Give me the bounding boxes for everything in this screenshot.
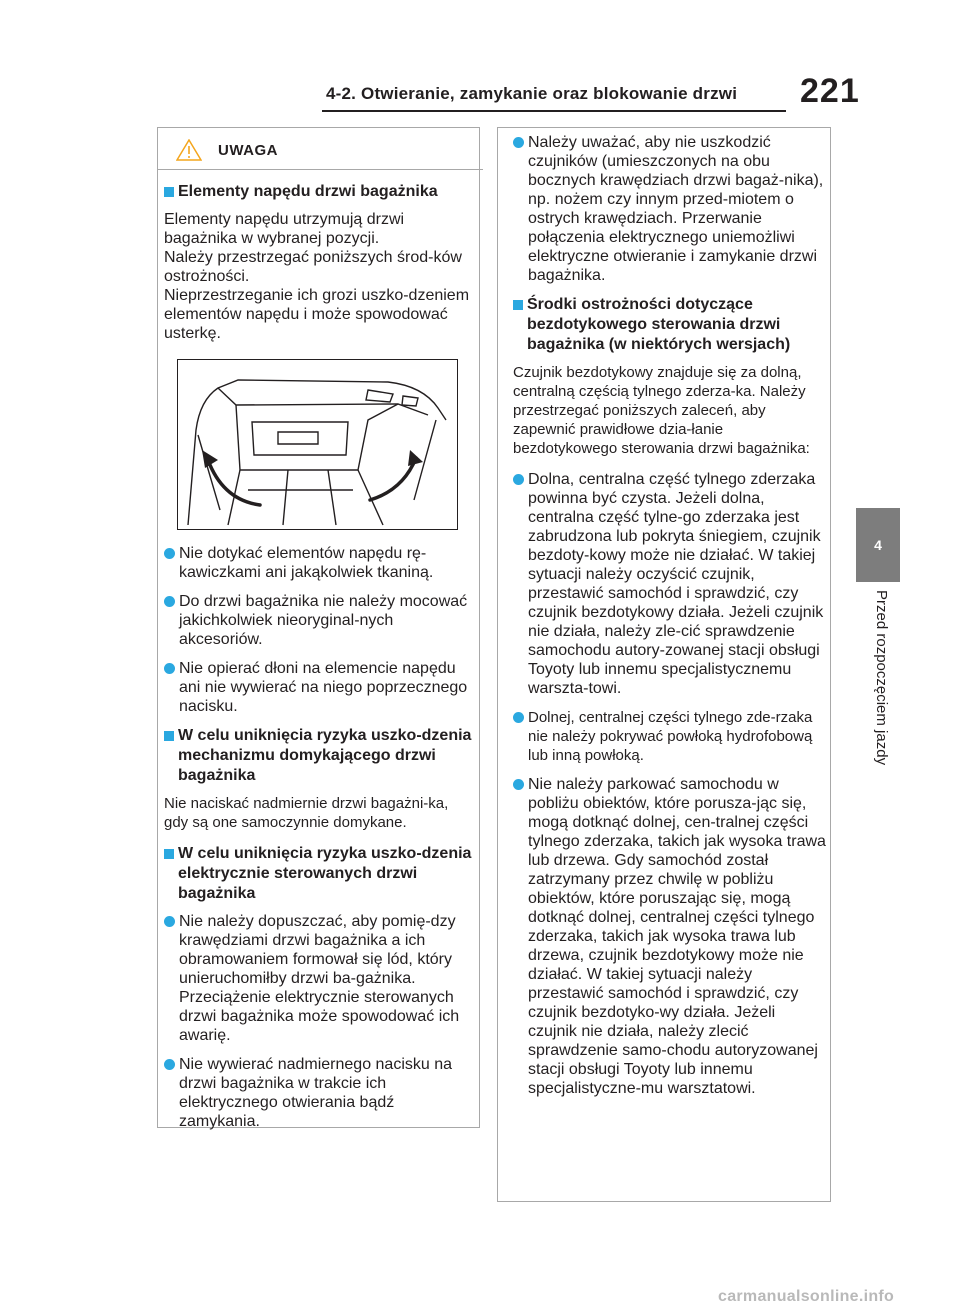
- warning-header: [164, 137, 476, 163]
- list-item: Do drzwi bagażnika nie należy mocować jakichkolwiek nieoryginal-nych akcesoriów.: [164, 592, 476, 649]
- header-divider: [322, 110, 786, 112]
- square-bullet-icon: [164, 849, 174, 859]
- list-item: Dolnej, centralnej części tylnego zde-rzaka nie należy pokrywać powłoką hydrofobową lub inną powłoką.: [513, 708, 828, 765]
- section-title: W celu uniknięcia ryzyka uszko-dzenia mechanizmu domykającego drzwi bagażnika: [164, 726, 476, 786]
- list-item: Należy uważać, aby nie uszkodzić czujników (umieszczonych na obu bocznych krawędziach drzwi bagaż-nika), np. nożem czy innym przed-miotem o ostrych krawędziach. Przerwanie połączenia elektrycznego uniemożliwi elektryczne otwieranie i zamykanie drzwi bagażnika.: [513, 133, 828, 285]
- square-bullet-icon: [164, 187, 174, 197]
- page-number: 221: [800, 72, 860, 110]
- paragraph: Nie naciskać nadmiernie drzwi bagażni-ka, gdy są one samoczynnie domykane.: [164, 795, 449, 831]
- list-item: Nie należy dopuszczać, aby pomię-dzy krawędziami drzwi bagażnika a ich obramowaniem formował się lód, który unieruchomiłby drzwi ba-gażnika. Przeciążenie elektrycznie sterowanych drzwi bagażnika może spowodować ich awarię.: [164, 912, 476, 1045]
- list-item: Dolna, centralna część tylnego zderzaka powinna być czysta. Jeżeli dolna, centralna część tylne-go zderzaka jest zabrudzona lub pokryta śniegiem, czujnik bezdoty-kowy może nie działać. W takiej sytuacji należy oczyścić czujnik, przestawić samochód i sprawdzić, czy czujnik bezdotykowy działa. Jeżeli czujnik nie działa, należy zle-cić sprawdzenie samochodu autory-zowanej stacji obsługi Toyoty lub innemu specjalistycznemu warszta-towi.: [513, 470, 828, 698]
- warning-label: UWAGA: [218, 141, 278, 159]
- list-item: Nie należy parkować samochodu w pobliżu obiektów, które porusza-jąc się, mogą dotknąć dolnej, cen-tralnej części tylnego zderzaka, takich jak wysoka trawa lub drzewa. Gdy samochód został zatrzymany przez chwilę w pobliżu obiektów, które poruszając się, mogą dotknąć dolnej, centralnej części tylnego zderzaka, takich jak wysoka trawa lub drzewa, czujnik bezdotykowy może nie działać. W takiej sytuacji należy przestawić samochód i sprawdzić, czy czujnik bezdotyko-wy działa. Jeżeli czujnik nie działa, należy zlecić sprawdzenie samo-chodu autoryzowanej stacji obsługi Toyoty lub innemu specjalistyczne-mu warsztatowi.: [513, 775, 828, 1098]
- bullet-dot-icon: [164, 916, 175, 927]
- paragraph: Czujnik bezdotykowy znajduje się za dolną, centralną częścią tylnego zderza-ka. Należy przestrzegać poniższych zaleceń, aby zapewnić prawidłowe dzia-łanie bezdotykowego sterowania drzwi bagażnika:: [513, 364, 810, 457]
- warning-box-right-content: [513, 133, 828, 1108]
- bullet-dot-icon: [164, 663, 175, 674]
- chapter-side-label: Przed rozpoczęciem jazdy: [873, 590, 890, 766]
- paragraph: Należy przestrzegać poniższych środ-ków ostrożności.: [164, 249, 462, 285]
- list-item: Nie wywierać nadmiernego nacisku na drzwi bagażnika w trakcie ich elektrycznego otwierania bądź zamykania.: [164, 1055, 476, 1131]
- bullet-dot-icon: [164, 548, 175, 559]
- warning-box-left-content: [164, 137, 476, 1141]
- section-title: Elementy napędu drzwi bagażnika: [164, 182, 476, 202]
- bullet-dot-icon: [513, 137, 524, 148]
- paragraph: Nieprzestrzeganie ich grozi uszko-dzeniem elementów napędu i może spowodować usterkę.: [164, 287, 470, 342]
- bullet-dot-icon: [513, 779, 524, 790]
- bullet-dot-icon: [513, 712, 524, 723]
- tailgate-illustration: [177, 359, 458, 530]
- tailgate-strut-image: [178, 360, 457, 529]
- warning-divider: [157, 169, 483, 170]
- square-bullet-icon: [513, 300, 523, 310]
- bullet-dot-icon: [513, 474, 524, 485]
- bullet-dot-icon: [164, 596, 175, 607]
- warning-triangle-icon: [176, 139, 202, 161]
- square-bullet-icon: [164, 731, 174, 741]
- list-item: Nie opierać dłoni na elemencie napędu ani nie wywierać na niego poprzecznego nacisku.: [164, 659, 476, 716]
- list-item: Nie dotykać elementów napędu rę-kawiczkami ani jakąkolwiek tkaniną.: [164, 544, 476, 582]
- chapter-tab: 4: [856, 508, 900, 582]
- section-title: Środki ostrożności dotyczące bezdotykowego sterowania drzwi bagażnika (w niektórych wersjach): [513, 295, 828, 355]
- watermark: carmanualsonline.info: [718, 1288, 895, 1305]
- section-header-title: 4-2. Otwieranie, zamykanie oraz blokowanie drzwi: [326, 84, 738, 103]
- bullet-dot-icon: [164, 1059, 175, 1070]
- paragraph: Elementy napędu utrzymują drzwi bagażnika w wybranej pozycji.: [164, 211, 405, 247]
- section-title: W celu uniknięcia ryzyka uszko-dzenia elektrycznie sterowanych drzwi bagażnika: [164, 844, 476, 904]
